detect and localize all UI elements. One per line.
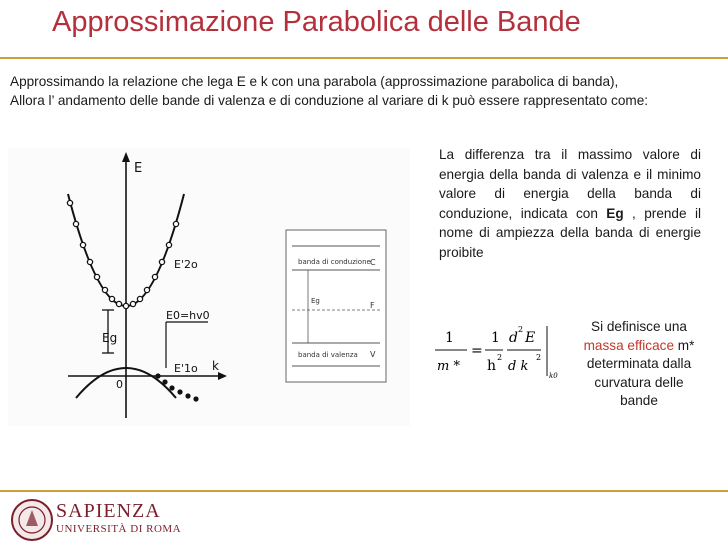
intro-paragraph bbox=[10, 72, 700, 110]
formula-den3exp: 2 bbox=[536, 353, 542, 362]
logo-name: SAPIENZA bbox=[56, 500, 161, 522]
intro-line2: Allora l’ andamento delle bande di valenza e di conduzione al variare di k può essere rappresentato come: bbox=[10, 93, 649, 108]
logo-text bbox=[56, 500, 181, 535]
massa-line4: curvatura delle bbox=[594, 374, 684, 390]
formula-svg bbox=[433, 320, 568, 382]
v-label: V bbox=[370, 350, 376, 359]
band-parabola-plot bbox=[8, 148, 410, 426]
formula-sub: k0 bbox=[549, 372, 558, 380]
formula-num3exp: 2 bbox=[518, 325, 524, 334]
intro-line1: Approssimando la relazione che lega E e k con una parabola (approssimazione parabolica di banda), bbox=[10, 74, 619, 89]
e-axis-arrow bbox=[122, 152, 130, 162]
eg-label: Eg bbox=[102, 331, 118, 345]
e1o-label: E'1o bbox=[174, 362, 198, 375]
effective-mass-note bbox=[574, 318, 704, 411]
formula-den1: m * bbox=[437, 359, 460, 374]
formula-eq: = bbox=[471, 343, 483, 359]
massa-line5: bande bbox=[620, 393, 658, 408]
formula-den3: d k bbox=[508, 359, 529, 374]
conduction-label: banda di conduzione bbox=[298, 258, 371, 266]
gap-text-bold: Eg bbox=[606, 205, 624, 221]
e-axis-label: E bbox=[134, 161, 143, 176]
formula-num2: 1 bbox=[491, 330, 500, 346]
formula-num3: d bbox=[509, 330, 518, 346]
massa-red: massa efficace bbox=[583, 337, 675, 353]
footer-divider bbox=[0, 490, 728, 492]
formula-num3var: E bbox=[525, 330, 536, 346]
energy-gap-paragraph bbox=[439, 145, 701, 262]
gap-text-part2: , prende il nome di ampiezza della banda di energie proibite bbox=[439, 205, 701, 260]
valence-points bbox=[155, 373, 198, 401]
conduction-points bbox=[67, 200, 178, 308]
e2o-label: E'2o bbox=[174, 258, 198, 271]
origin-label: 0 bbox=[116, 378, 123, 391]
k-axis-arrow bbox=[218, 372, 227, 380]
logo-sub: UNIVERSITÀ DI ROMA bbox=[56, 523, 182, 535]
formula-num1: 1 bbox=[445, 330, 454, 346]
formula-exp2: 2 bbox=[497, 353, 503, 362]
effective-mass-formula bbox=[433, 320, 568, 382]
massa-line2 bbox=[574, 337, 704, 356]
title-divider bbox=[0, 57, 728, 59]
band-structure-figure bbox=[8, 148, 410, 426]
k-axis-label: k bbox=[212, 359, 219, 373]
massa-line1: Si definisce una bbox=[591, 319, 687, 334]
formula-den2: h bbox=[487, 358, 497, 374]
massa-line3: determinata dalla bbox=[586, 356, 692, 371]
page-title: Approssimazione Parabolica delle Bande bbox=[52, 6, 581, 38]
massa-after-red: m* bbox=[674, 337, 695, 353]
f-label: F bbox=[370, 301, 375, 310]
gap-text-part1: La differenza tra il massimo valore di energia della banda di valenza e il minimo valore di energia della banda di conduzione, indicata con bbox=[439, 147, 701, 221]
valence-label: banda di valenza bbox=[298, 351, 358, 359]
band-eg-label: Eg bbox=[311, 297, 320, 305]
c-label: C bbox=[370, 258, 376, 267]
e0-label: E0=hv0 bbox=[166, 309, 210, 322]
